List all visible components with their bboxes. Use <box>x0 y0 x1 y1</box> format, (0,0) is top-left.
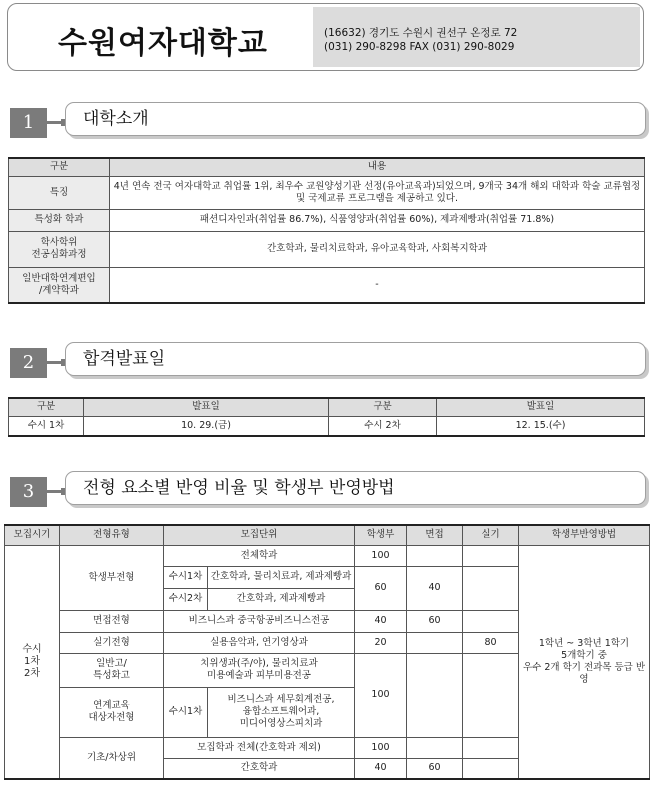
record-ratio: 100 <box>355 545 407 566</box>
round-label: 수시1차 <box>164 566 208 588</box>
section-connector <box>47 121 65 124</box>
university-name: 수원여자대학교 <box>58 26 268 61</box>
section-title: 전형 요소별 반영 비율 및 학생부 반영방법 <box>83 478 395 498</box>
column-header: 구분 <box>329 398 437 416</box>
interview-ratio <box>407 632 463 653</box>
section-1-heading <box>7 102 646 140</box>
column-header: 학생부반영방법 <box>519 525 650 545</box>
practical-ratio <box>463 545 519 566</box>
selection-type: 학생부전형 <box>60 545 164 610</box>
round-label: 수시 1차 <box>9 416 84 436</box>
row-content: 간호학과, 물리치료학과, 유아교육학과, 사회복지학과 <box>110 231 645 267</box>
record-ratio: 40 <box>355 610 407 632</box>
university-address <box>324 26 517 54</box>
column-header: 모집단위 <box>164 525 355 545</box>
section-title-bar <box>65 102 646 136</box>
selection-type: 기초/차상위 <box>60 737 164 779</box>
address-line: (16632) 경기도 수원시 권선구 온정로 72 <box>324 27 518 39</box>
recruit-unit: 간호학과 <box>164 758 355 779</box>
section-number: 2 <box>10 348 47 378</box>
round-label: 수시2차 <box>164 588 208 610</box>
practical-ratio <box>463 610 519 632</box>
selection-type: 연계교육 대상자전형 <box>60 687 164 737</box>
column-header: 학생부 <box>355 525 407 545</box>
practical-ratio: 80 <box>463 632 519 653</box>
record-ratio: 20 <box>355 632 407 653</box>
row-content: 4년 연속 전국 여자대학교 취업률 1위, 최우수 교원양성기관 선정(유아교육과)되었으며, 9개국 34개 해외 대학과 학술 교류협정 및 국제교류 프로그램을 제공하고 있다. <box>110 176 645 209</box>
recruit-unit: 치위생과(주/야), 물리치료과 미용예술과 피부미용전공 <box>164 653 355 687</box>
section-title: 합격발표일 <box>83 349 166 369</box>
section-title-bar <box>65 471 646 505</box>
record-ratio: 60 <box>355 566 407 610</box>
interview-ratio <box>407 737 463 758</box>
selection-type: 면접전형 <box>60 610 164 632</box>
record-ratio: 40 <box>355 758 407 779</box>
column-header: 모집시기 <box>5 525 60 545</box>
interview-ratio: 60 <box>407 610 463 632</box>
section-2-heading <box>7 342 646 380</box>
recruit-unit: 비즈니스과 중국항공비즈니스전공 <box>164 610 355 632</box>
interview-ratio <box>407 653 463 737</box>
column-header: 내용 <box>110 158 645 176</box>
section-connector <box>47 361 65 364</box>
selection-type: 일반고/ 특성화고 <box>60 653 164 687</box>
phone-fax-line: (031) 290-8298 FAX (031) 290-8029 <box>324 41 515 53</box>
interview-ratio <box>407 545 463 566</box>
record-method: 1학년 ~ 3학년 1학기 5개학기 중 우수 2개 학기 전과목 등급 반영 <box>519 545 650 779</box>
row-label: 학사학위 전공심화과정 <box>9 231 110 267</box>
practical-ratio <box>463 737 519 758</box>
section-connector <box>47 490 65 493</box>
column-header: 구분 <box>9 398 84 416</box>
column-header: 발표일 <box>84 398 329 416</box>
recruit-unit: 실용음악과, 연기영상과 <box>164 632 355 653</box>
record-ratio: 100 <box>355 737 407 758</box>
section-number: 1 <box>10 108 47 138</box>
section-title-bar <box>65 342 646 376</box>
recruit-unit: 간호학과, 물리치료과, 제과제빵과 <box>208 566 355 588</box>
practical-ratio <box>463 758 519 779</box>
row-content: - <box>110 267 645 303</box>
announce-date: 10. 29.(금) <box>84 416 329 436</box>
selection-type: 실기전형 <box>60 632 164 653</box>
column-header: 실기 <box>463 525 519 545</box>
row-label: 특성화 학과 <box>9 209 110 231</box>
interview-ratio: 40 <box>407 566 463 610</box>
university-header <box>7 3 644 71</box>
round-label: 수시1차 <box>164 687 208 737</box>
recruit-period: 수시 1차 2차 <box>5 545 60 779</box>
row-label: 일반대학연계편입 /계약학과 <box>9 267 110 303</box>
section-3-heading <box>7 471 646 509</box>
interview-ratio: 60 <box>407 758 463 779</box>
recruit-unit: 비즈니스과 세무회계전공, 융합소프트웨어과, 미디어영상스피치과 <box>208 687 355 737</box>
section-number: 3 <box>10 477 47 507</box>
intro-table <box>8 157 645 304</box>
round-label: 수시 2차 <box>329 416 437 436</box>
row-content: 패션디자인과(취업률 86.7%), 식품영양과(취업률 60%), 제과제빵과(취업률 71.8%) <box>110 209 645 231</box>
record-ratio: 100 <box>355 653 407 737</box>
selection-ratio-table <box>4 524 650 780</box>
row-label: 특징 <box>9 176 110 209</box>
announcement-table <box>8 397 645 437</box>
section-title: 대학소개 <box>83 109 149 129</box>
column-header: 구분 <box>9 158 110 176</box>
practical-ratio <box>463 566 519 610</box>
recruit-unit: 전체학과 <box>164 545 355 566</box>
column-header: 발표일 <box>437 398 645 416</box>
recruit-unit: 모집학과 전체(간호학과 제외) <box>164 737 355 758</box>
column-header: 면접 <box>407 525 463 545</box>
announce-date: 12. 15.(수) <box>437 416 645 436</box>
column-header: 전형유형 <box>60 525 164 545</box>
recruit-unit: 간호학과, 제과제빵과 <box>208 588 355 610</box>
practical-ratio <box>463 653 519 737</box>
